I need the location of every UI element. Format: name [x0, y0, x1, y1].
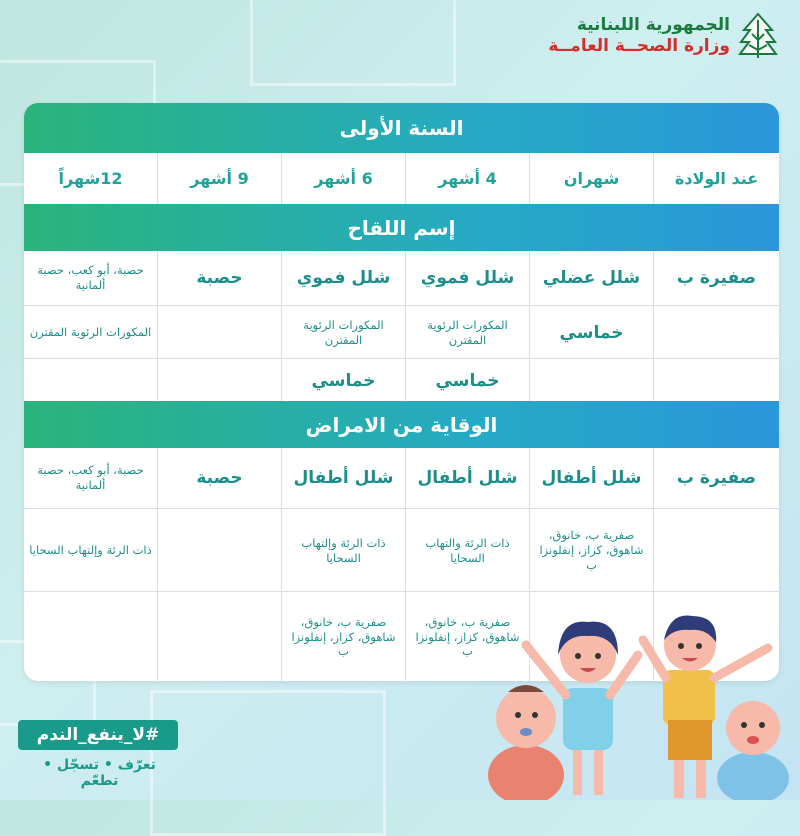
year-title: السنة الأولى	[339, 116, 464, 140]
baby-left-figure	[488, 685, 564, 800]
republic-name: الجمهورية اللبنانية	[576, 14, 730, 35]
disease-row	[24, 508, 779, 592]
ministry-name	[548, 15, 730, 58]
disease-cell	[653, 509, 779, 592]
age-cell: 12شهراً	[58, 169, 123, 188]
vaccine-cell: شلل فموي	[281, 251, 405, 305]
disease-cell: حصبة، أبو كعب، حصبة ألمانية	[37, 463, 144, 492]
vaccine-cell	[157, 359, 281, 402]
ministry-logo	[548, 12, 778, 60]
disease-section-band	[24, 401, 779, 448]
background-line	[250, 0, 456, 86]
disease-section-title: الوقاية من الامراض	[305, 412, 498, 437]
baby-right-figure	[717, 701, 789, 800]
campaign-slogan: تعرّف • تسجّل • تطعّم	[43, 757, 156, 789]
cedar-logo-icon	[738, 12, 778, 60]
vaccine-section-title: إسم اللقاح	[347, 215, 456, 240]
disease-cell: حصبة	[157, 448, 281, 508]
vaccination-schedule-card	[24, 103, 779, 681]
age-cell: 4 أشهر	[405, 153, 529, 204]
background-line	[150, 690, 386, 836]
disease-cell	[157, 509, 281, 592]
vaccine-row	[24, 358, 779, 402]
disease-cell: ذات الرئة والتهاب السحايا	[405, 509, 529, 592]
vaccine-cell: المكورات الرئوية المقترن	[281, 306, 405, 359]
disease-cell: ذات الرئة وإلتهاب السحايا	[281, 509, 405, 592]
vaccine-cell: خماسي	[281, 359, 405, 402]
age-cell: عند الولادة	[653, 153, 779, 204]
ministry-title: وزارة الصحــة العامــة	[548, 36, 730, 56]
vaccine-cell: شلل عضلي	[529, 251, 653, 305]
disease-cell: شلل أطفال	[281, 448, 405, 508]
vaccine-cell	[529, 359, 653, 402]
vaccine-cell: حصبة	[157, 251, 281, 305]
age-header-row	[24, 153, 779, 204]
vaccine-section-band	[24, 204, 779, 251]
vaccine-cell: المكورات الرئوية المقترن	[29, 325, 152, 340]
vaccine-cell: المكورات الرئوية المقترن	[405, 306, 529, 359]
vaccine-cell	[24, 359, 157, 402]
disease-cell: صفرية ب، خانوق، شاهوق، كزاز، إنفلونزا ب	[281, 592, 405, 681]
disease-cell: ذات الرئة وإلتهاب السحايا	[29, 543, 152, 558]
year-title-band	[24, 103, 779, 153]
age-cell: شهران	[529, 153, 653, 204]
disease-cell: صفرية ب، خانوق، شاهوق، كزاز، إنفلونزا ب	[405, 592, 529, 681]
hashtag-text: #لا_ينفع_الندم	[36, 725, 160, 745]
disease-cell	[24, 592, 157, 681]
vaccine-cell	[653, 359, 779, 402]
disease-cell: صفرية ب، خانوق، شاهوق، كزاز، إنفلونزا ب	[529, 509, 653, 592]
vaccine-cell	[653, 306, 779, 359]
age-cell: 9 أشهر	[157, 153, 281, 204]
disease-cell: صفيرة ب	[653, 448, 779, 508]
vaccine-cell: صفيرة ب	[653, 251, 779, 305]
age-cell: 6 أشهر	[281, 153, 405, 204]
children-illustration	[478, 600, 800, 800]
vaccine-row	[24, 251, 779, 305]
disease-cell: شلل أطفال	[405, 448, 529, 508]
disease-cell: شلل أطفال	[529, 448, 653, 508]
vaccine-row	[24, 305, 779, 359]
vaccine-cell: شلل فموي	[405, 251, 529, 305]
vaccine-cell: حصبة، أبو كعب، حصبة ألمانية	[37, 263, 144, 292]
vaccine-cell: خماسي	[529, 306, 653, 359]
vaccine-cell	[157, 306, 281, 359]
vaccine-cell: خماسي	[405, 359, 529, 402]
disease-cell	[157, 592, 281, 681]
campaign-hashtag	[18, 720, 178, 750]
disease-row	[24, 448, 779, 508]
